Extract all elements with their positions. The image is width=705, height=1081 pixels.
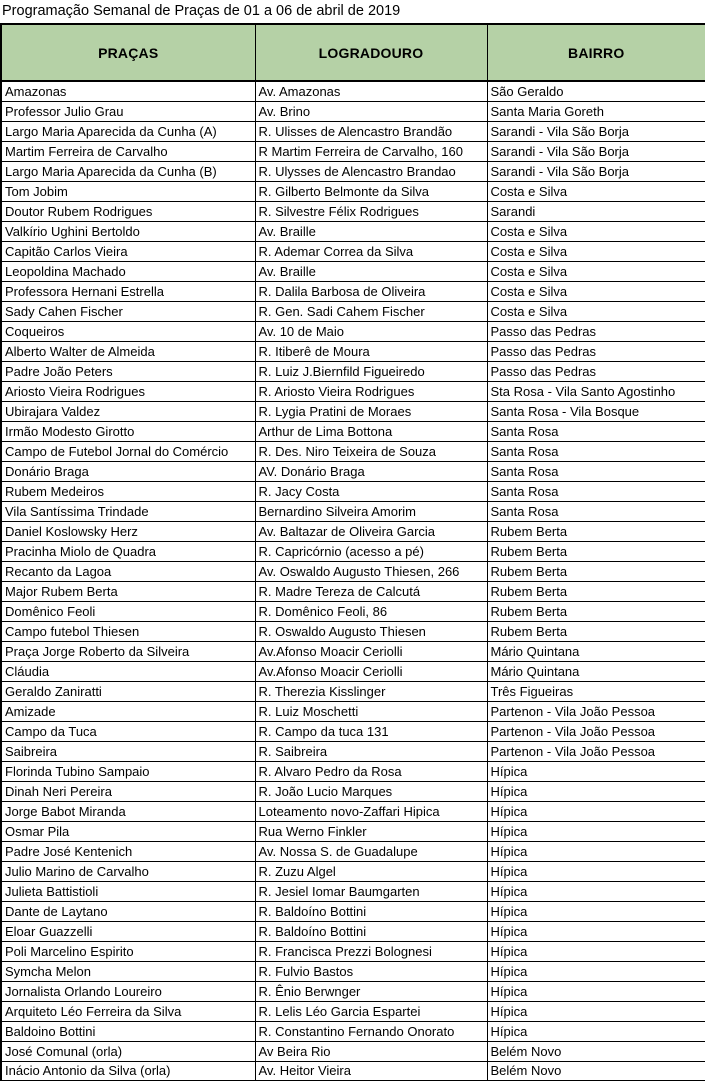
cell-praca: Domênico Feoli xyxy=(1,601,255,621)
cell-praca: Geraldo Zaniratti xyxy=(1,681,255,701)
table-row xyxy=(1,361,705,381)
cell-bairro: Santa Rosa xyxy=(487,441,705,461)
cell-praca: Valkírio Ughini Bertoldo xyxy=(1,221,255,241)
cell-logradouro: R. Fulvio Bastos xyxy=(255,961,487,981)
cell-praca: Julieta Battistioli xyxy=(1,881,255,901)
cell-logradouro: Av. Brino xyxy=(255,101,487,121)
cell-bairro: Santa Rosa - Vila Bosque xyxy=(487,401,705,421)
cell-logradouro: R. Lygia Pratini de Moraes xyxy=(255,401,487,421)
cell-praca: Symcha Melon xyxy=(1,961,255,981)
table-row xyxy=(1,901,705,921)
cell-praca: Rubem Medeiros xyxy=(1,481,255,501)
cell-praca: Leopoldina Machado xyxy=(1,261,255,281)
cell-bairro: Partenon - Vila João Pessoa xyxy=(487,741,705,761)
cell-logradouro: R. Capricórnio (acesso a pé) xyxy=(255,541,487,561)
cell-bairro: Rubem Berta xyxy=(487,621,705,641)
cell-praca: Largo Maria Aparecida da Cunha (A) xyxy=(1,121,255,141)
table-row xyxy=(1,381,705,401)
cell-praca: Amazonas xyxy=(1,81,255,101)
cell-logradouro: R. Silvestre Félix Rodrigues xyxy=(255,201,487,221)
table-row xyxy=(1,881,705,901)
table-row xyxy=(1,301,705,321)
cell-praca: Dante de Laytano xyxy=(1,901,255,921)
cell-logradouro: R. Madre Tereza de Calcutá xyxy=(255,581,487,601)
cell-praca: José Comunal (orla) xyxy=(1,1041,255,1061)
cell-praca: Largo Maria Aparecida da Cunha (B) xyxy=(1,161,255,181)
table-row xyxy=(1,341,705,361)
table-row xyxy=(1,861,705,881)
cell-logradouro: R. Zuzu Algel xyxy=(255,861,487,881)
cell-logradouro: Av.Afonso Moacir Ceriolli xyxy=(255,641,487,661)
cell-logradouro: R. Ulysses de Alencastro Brandao xyxy=(255,161,487,181)
cell-logradouro: Av. Nossa S. de Guadalupe xyxy=(255,841,487,861)
cell-logradouro: R. Ademar Correa da Silva xyxy=(255,241,487,261)
table-row xyxy=(1,521,705,541)
table-row xyxy=(1,741,705,761)
table-row xyxy=(1,401,705,421)
cell-bairro: Santa Rosa xyxy=(487,421,705,441)
cell-praca: Amizade xyxy=(1,701,255,721)
cell-logradouro: R. Domênico Feoli, 86 xyxy=(255,601,487,621)
table-row xyxy=(1,621,705,641)
cell-bairro: Hípica xyxy=(487,861,705,881)
cell-logradouro: R. Constantino Fernando Onorato xyxy=(255,1021,487,1041)
table-row xyxy=(1,941,705,961)
cell-logradouro: R. Baldoíno Bottini xyxy=(255,901,487,921)
table-row xyxy=(1,161,705,181)
table-row xyxy=(1,1061,705,1081)
cell-bairro: Santa Rosa xyxy=(487,461,705,481)
cell-bairro: Rubem Berta xyxy=(487,541,705,561)
table-row xyxy=(1,1021,705,1041)
cell-bairro: Mário Quintana xyxy=(487,661,705,681)
cell-logradouro: R. Dalila Barbosa de Oliveira xyxy=(255,281,487,301)
cell-bairro: Hípica xyxy=(487,941,705,961)
cell-bairro: Sta Rosa - Vila Santo Agostinho xyxy=(487,381,705,401)
cell-bairro: Rubem Berta xyxy=(487,561,705,581)
table-row xyxy=(1,81,705,101)
table-row xyxy=(1,201,705,221)
cell-praca: Alberto Walter de Almeida xyxy=(1,341,255,361)
cell-bairro: Sarandi - Vila São Borja xyxy=(487,161,705,181)
cell-bairro: Hípica xyxy=(487,761,705,781)
table-row xyxy=(1,101,705,121)
cell-praca: Jornalista Orlando Loureiro xyxy=(1,981,255,1001)
cell-logradouro: Av. Braille xyxy=(255,261,487,281)
cell-bairro: Sarandi - Vila São Borja xyxy=(487,141,705,161)
cell-praca: Jorge Babot Miranda xyxy=(1,801,255,821)
cell-praca: Eloar Guazzelli xyxy=(1,921,255,941)
cell-bairro: Costa e Silva xyxy=(487,181,705,201)
cell-bairro: Hípica xyxy=(487,921,705,941)
cell-praca: Inácio Antonio da Silva (orla) xyxy=(1,1061,255,1081)
table-row xyxy=(1,581,705,601)
column-header-logradouro: LOGRADOURO xyxy=(255,24,487,81)
cell-bairro: Santa Rosa xyxy=(487,501,705,521)
cell-praca: Julio Marino de Carvalho xyxy=(1,861,255,881)
table-row xyxy=(1,421,705,441)
cell-bairro: Belém Novo xyxy=(487,1061,705,1081)
cell-praca: Saibreira xyxy=(1,741,255,761)
cell-bairro: Costa e Silva xyxy=(487,221,705,241)
cell-praca: Vila Santíssima Trindade xyxy=(1,501,255,521)
cell-logradouro: Av. Heitor Vieira xyxy=(255,1061,487,1081)
cell-praca: Capitão Carlos Vieira xyxy=(1,241,255,261)
table-row xyxy=(1,721,705,741)
cell-praca: Cláudia xyxy=(1,661,255,681)
cell-bairro: Costa e Silva xyxy=(487,261,705,281)
cell-logradouro: R. Baldoíno Bottini xyxy=(255,921,487,941)
table-row xyxy=(1,181,705,201)
cell-logradouro: R. Therezia Kisslinger xyxy=(255,681,487,701)
cell-logradouro: R. Ulisses de Alencastro Brandão xyxy=(255,121,487,141)
table-row xyxy=(1,541,705,561)
cell-logradouro: R. Des. Niro Teixeira de Souza xyxy=(255,441,487,461)
cell-logradouro: R. Oswaldo Augusto Thiesen xyxy=(255,621,487,641)
cell-logradouro: Av. Amazonas xyxy=(255,81,487,101)
cell-logradouro: R. Francisca Prezzi Bolognesi xyxy=(255,941,487,961)
table-body xyxy=(1,81,705,1081)
cell-logradouro: R Martim Ferreira de Carvalho, 160 xyxy=(255,141,487,161)
cell-praca: Florinda Tubino Sampaio xyxy=(1,761,255,781)
table-row xyxy=(1,981,705,1001)
cell-logradouro: Av. Baltazar de Oliveira Garcia xyxy=(255,521,487,541)
cell-praca: Baldoino Bottini xyxy=(1,1021,255,1041)
table-row xyxy=(1,561,705,581)
cell-praca: Osmar Pila xyxy=(1,821,255,841)
table-row xyxy=(1,921,705,941)
cell-praca: Campo de Futebol Jornal do Comércio xyxy=(1,441,255,461)
cell-logradouro: R. Jesiel Iomar Baumgarten xyxy=(255,881,487,901)
table-header xyxy=(1,24,705,81)
cell-praca: Daniel Koslowsky Herz xyxy=(1,521,255,541)
cell-bairro: Rubem Berta xyxy=(487,601,705,621)
table-row xyxy=(1,821,705,841)
cell-bairro: Costa e Silva xyxy=(487,241,705,261)
pracas-table xyxy=(0,23,705,1081)
cell-bairro: Hípica xyxy=(487,961,705,981)
cell-bairro: Passo das Pedras xyxy=(487,361,705,381)
table-row xyxy=(1,1041,705,1061)
cell-bairro: Hípica xyxy=(487,841,705,861)
cell-bairro: São Geraldo xyxy=(487,81,705,101)
cell-logradouro: R. Saibreira xyxy=(255,741,487,761)
table-row xyxy=(1,641,705,661)
table-row xyxy=(1,121,705,141)
cell-bairro: Partenon - Vila João Pessoa xyxy=(487,701,705,721)
cell-praca: Praça Jorge Roberto da Silveira xyxy=(1,641,255,661)
cell-praca: Padre João Peters xyxy=(1,361,255,381)
cell-logradouro: R. Ariosto Vieira Rodrigues xyxy=(255,381,487,401)
cell-praca: Padre José Kentenich xyxy=(1,841,255,861)
cell-bairro: Rubem Berta xyxy=(487,581,705,601)
cell-praca: Arquiteto Léo Ferreira da Silva xyxy=(1,1001,255,1021)
cell-praca: Campo futebol Thiesen xyxy=(1,621,255,641)
cell-bairro: Hípica xyxy=(487,1001,705,1021)
table-row xyxy=(1,761,705,781)
cell-logradouro: Av.Afonso Moacir Ceriolli xyxy=(255,661,487,681)
cell-praca: Ubirajara Valdez xyxy=(1,401,255,421)
cell-logradouro: Loteamento novo-Zaffari Hipica xyxy=(255,801,487,821)
cell-bairro: Santa Rosa xyxy=(487,481,705,501)
cell-logradouro: Rua Werno Finkler xyxy=(255,821,487,841)
table-row xyxy=(1,601,705,621)
table-row xyxy=(1,321,705,341)
cell-praca: Martim Ferreira de Carvalho xyxy=(1,141,255,161)
table-row xyxy=(1,841,705,861)
table-row xyxy=(1,1001,705,1021)
cell-logradouro: R. Gilberto Belmonte da Silva xyxy=(255,181,487,201)
cell-bairro: Hípica xyxy=(487,781,705,801)
table-row xyxy=(1,481,705,501)
table-row xyxy=(1,781,705,801)
cell-praca: Tom Jobim xyxy=(1,181,255,201)
cell-logradouro: R. Campo da tuca 131 xyxy=(255,721,487,741)
table-row xyxy=(1,461,705,481)
cell-bairro: Santa Maria Goreth xyxy=(487,101,705,121)
cell-logradouro: R. Luiz Moschetti xyxy=(255,701,487,721)
cell-bairro: Passo das Pedras xyxy=(487,321,705,341)
cell-bairro: Sarandi - Vila São Borja xyxy=(487,121,705,141)
table-row xyxy=(1,221,705,241)
cell-logradouro: R. João Lucio Marques xyxy=(255,781,487,801)
cell-bairro: Passo das Pedras xyxy=(487,341,705,361)
table-row xyxy=(1,281,705,301)
cell-bairro: Mário Quintana xyxy=(487,641,705,661)
cell-bairro: Rubem Berta xyxy=(487,521,705,541)
cell-praca: Ariosto Vieira Rodrigues xyxy=(1,381,255,401)
cell-logradouro: Bernardino Silveira Amorim xyxy=(255,501,487,521)
cell-bairro: Hípica xyxy=(487,1021,705,1041)
cell-praca: Professor Julio Grau xyxy=(1,101,255,121)
table-row xyxy=(1,501,705,521)
cell-bairro: Hípica xyxy=(487,981,705,1001)
cell-bairro: Sarandi xyxy=(487,201,705,221)
cell-bairro: Hípica xyxy=(487,901,705,921)
cell-praca: Irmão Modesto Girotto xyxy=(1,421,255,441)
cell-logradouro: R. Alvaro Pedro da Rosa xyxy=(255,761,487,781)
cell-bairro: Costa e Silva xyxy=(487,301,705,321)
cell-bairro: Belém Novo xyxy=(487,1041,705,1061)
cell-praca: Dinah Neri Pereira xyxy=(1,781,255,801)
table-row xyxy=(1,141,705,161)
cell-bairro: Hípica xyxy=(487,881,705,901)
header-row xyxy=(1,24,705,81)
page-title: Programação Semanal de Praças de 01 a 06 de abril de 2019 xyxy=(2,3,401,19)
cell-logradouro: R. Gen. Sadi Cahem Fischer xyxy=(255,301,487,321)
cell-logradouro: R. Ênio Berwnger xyxy=(255,981,487,1001)
cell-logradouro: R. Jacy Costa xyxy=(255,481,487,501)
cell-logradouro: Av. 10 de Maio xyxy=(255,321,487,341)
cell-bairro: Costa e Silva xyxy=(487,281,705,301)
cell-logradouro: R. Luiz J.Biernfild Figueiredo xyxy=(255,361,487,381)
cell-praca: Campo da Tuca xyxy=(1,721,255,741)
cell-praca: Major Rubem Berta xyxy=(1,581,255,601)
cell-logradouro: Av. Braille xyxy=(255,221,487,241)
table-row xyxy=(1,701,705,721)
cell-logradouro: Av. Oswaldo Augusto Thiesen, 266 xyxy=(255,561,487,581)
cell-praca: Coqueiros xyxy=(1,321,255,341)
cell-bairro: Partenon - Vila João Pessoa xyxy=(487,721,705,741)
table-row xyxy=(1,801,705,821)
cell-praca: Pracinha Miolo de Quadra xyxy=(1,541,255,561)
cell-praca: Recanto da Lagoa xyxy=(1,561,255,581)
cell-logradouro: AV. Donário Braga xyxy=(255,461,487,481)
cell-logradouro: R. Itiberê de Moura xyxy=(255,341,487,361)
column-header-pracas: PRAÇAS xyxy=(1,24,255,81)
table-row xyxy=(1,261,705,281)
cell-logradouro: R. Lelis Léo Garcia Espartei xyxy=(255,1001,487,1021)
cell-bairro: Três Figueiras xyxy=(487,681,705,701)
table-row xyxy=(1,441,705,461)
cell-logradouro: Av Beira Rio xyxy=(255,1041,487,1061)
cell-bairro: Hípica xyxy=(487,801,705,821)
cell-praca: Doutor Rubem Rodrigues xyxy=(1,201,255,221)
cell-praca: Poli Marcelino Espirito xyxy=(1,941,255,961)
cell-praca: Donário Braga xyxy=(1,461,255,481)
table-row xyxy=(1,681,705,701)
table-row xyxy=(1,241,705,261)
table-row xyxy=(1,661,705,681)
column-header-bairro: BAIRRO xyxy=(487,24,705,81)
cell-bairro: Hípica xyxy=(487,821,705,841)
table-row xyxy=(1,961,705,981)
cell-praca: Sady Cahen Fischer xyxy=(1,301,255,321)
cell-logradouro: Arthur de Lima Bottona xyxy=(255,421,487,441)
cell-praca: Professora Hernani Estrella xyxy=(1,281,255,301)
